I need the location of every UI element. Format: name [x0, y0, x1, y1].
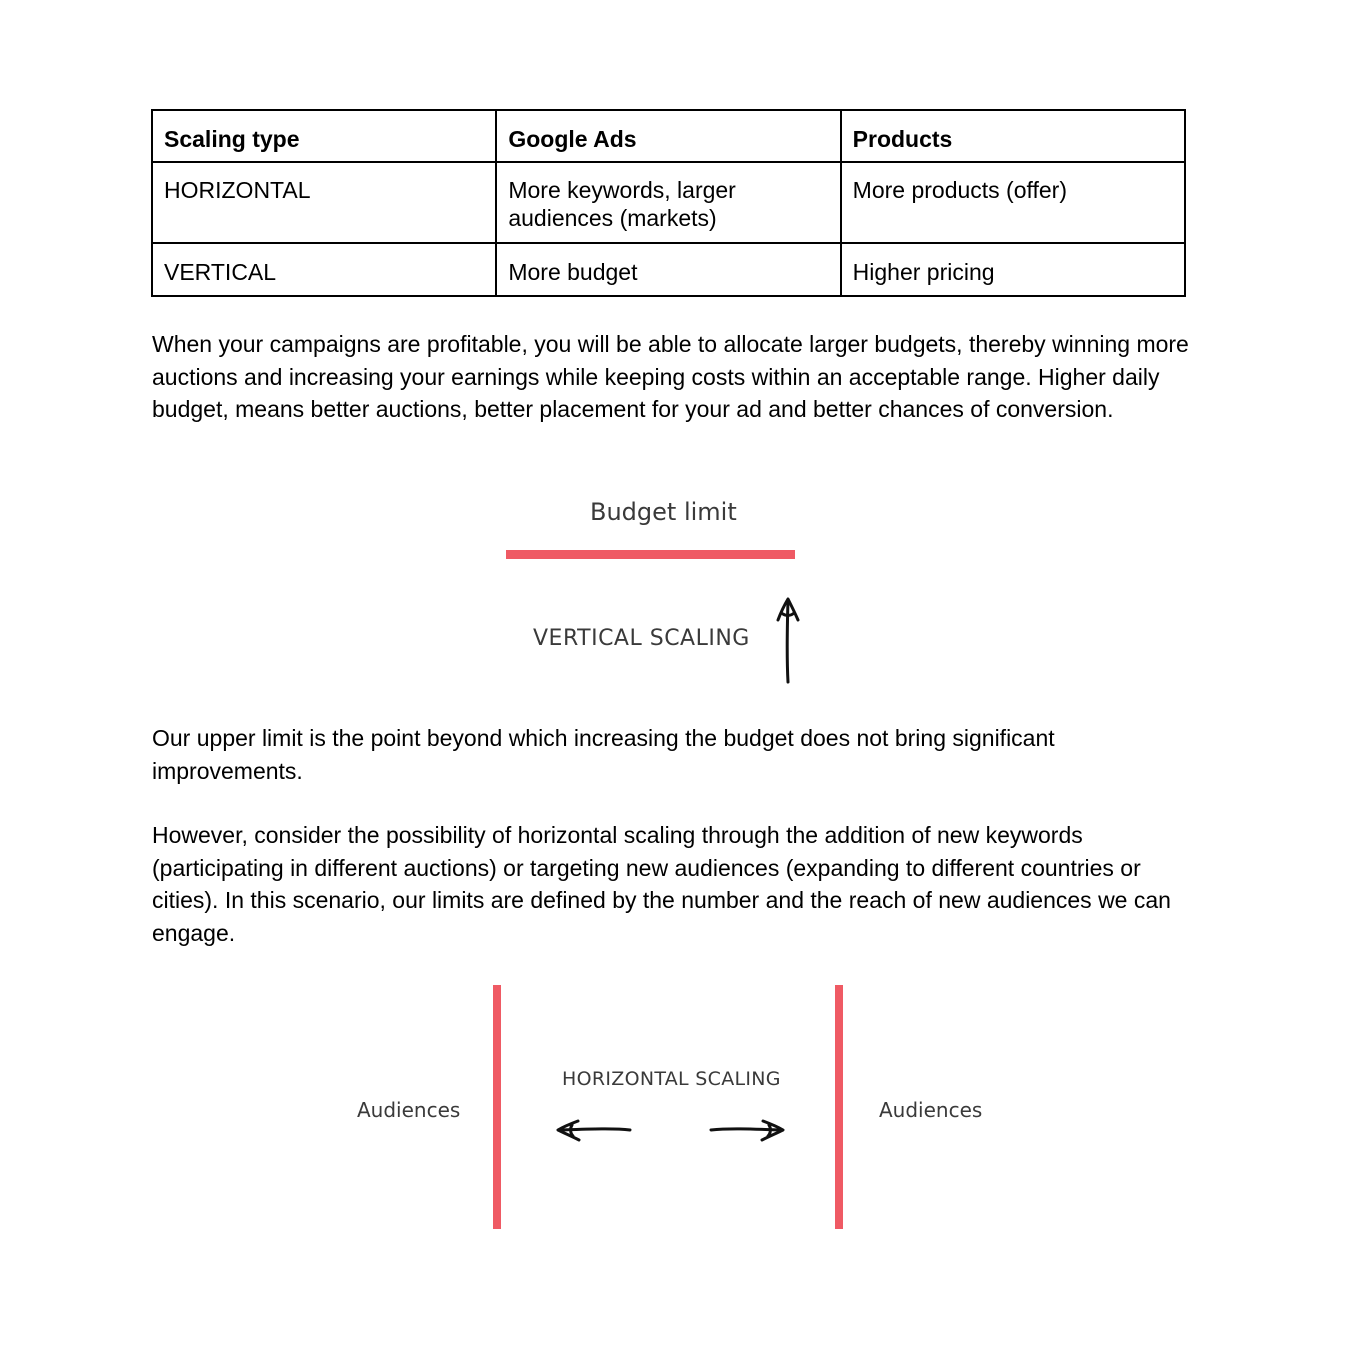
vertical-scaling-label: VERTICAL SCALING	[533, 626, 750, 651]
table-row	[152, 162, 1185, 243]
table-cell: More keywords, larger audiences (markets)	[496, 162, 840, 243]
audiences-left-label: Audiences	[357, 1098, 461, 1122]
budget-limit-label: Budget limit	[590, 498, 737, 526]
paragraph-horizontal-scaling: However, consider the possibility of horizontal scaling through the addition of new keywords (participating in different auctions) or targeting new audiences (expanding to different countries or cities). In this scenario, our limits are defined by the number and the reach of new audiences we can engage.	[152, 822, 1171, 946]
arrow-left-icon	[554, 1117, 634, 1145]
table-header-cell: Google Ads	[496, 110, 840, 162]
arrow-right-icon	[707, 1117, 787, 1145]
table-header-cell: Products	[841, 110, 1185, 162]
table-cell: Higher pricing	[841, 243, 1185, 296]
left-limit-bar	[493, 985, 501, 1229]
table-cell: HORIZONTAL	[152, 162, 496, 243]
table-header-cell: Scaling type	[152, 110, 496, 162]
arrow-up-icon	[772, 594, 806, 686]
table-cell: VERTICAL	[152, 243, 496, 296]
table-row	[152, 243, 1185, 296]
table-header-row	[152, 110, 1185, 162]
table-cell: More products (offer)	[841, 162, 1185, 243]
budget-limit-bar	[506, 550, 795, 559]
scaling-table	[151, 109, 1186, 297]
table-cell: More budget	[496, 243, 840, 296]
paragraph-profitable-campaigns: When your campaigns are profitable, you will be able to allocate larger budgets, thereby winning more auctions and increasing your earnings while keeping costs within an acceptable range. Higher daily budget, means better auctions, better placement for your ad and better chances of conversion.	[152, 331, 1189, 422]
horizontal-scaling-label: HORIZONTAL SCALING	[562, 1068, 781, 1090]
audiences-right-label: Audiences	[879, 1098, 983, 1122]
right-limit-bar	[835, 985, 843, 1229]
paragraph-upper-limit: Our upper limit is the point beyond which increasing the budget does not bring significant improvements.	[152, 725, 1055, 784]
